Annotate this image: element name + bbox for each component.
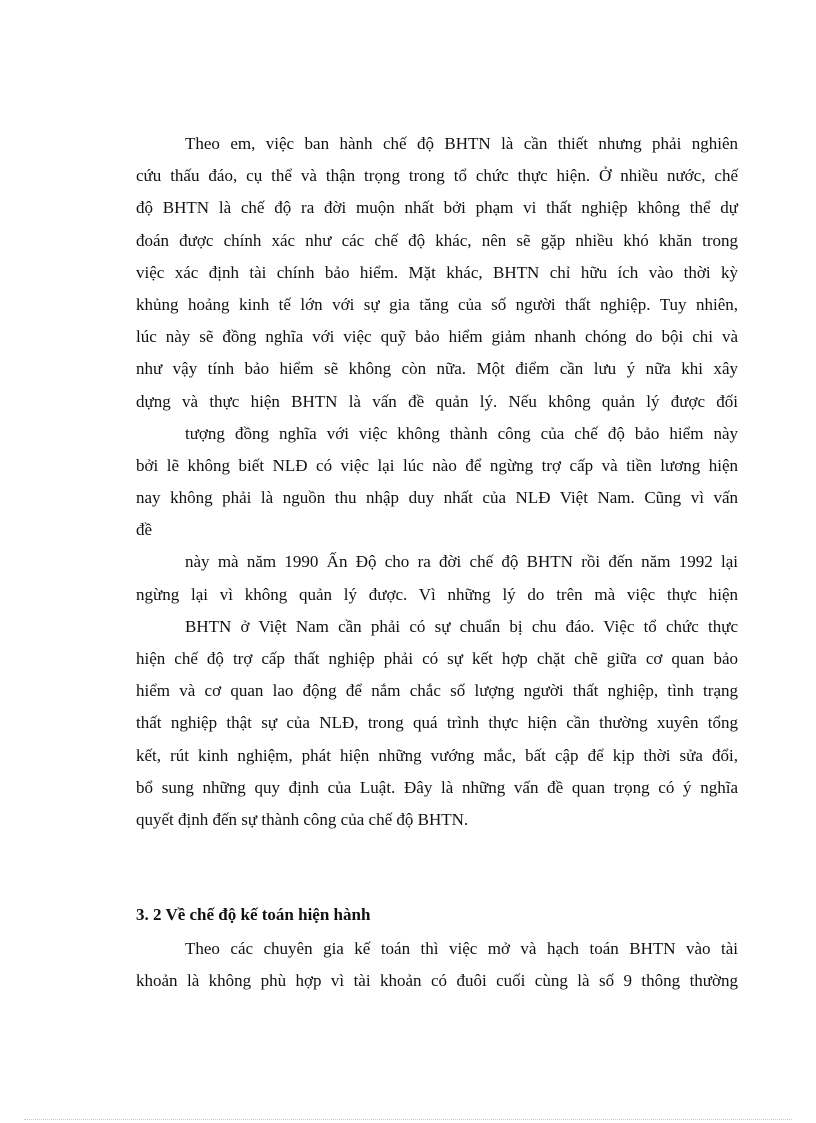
text-line: dựng và thực hiện BHTN là vấn đề quản lý. Nếu không quản lý được đối [136, 391, 738, 411]
text-line: bởi lẽ không biết NLĐ có việc lại lúc nào để ngừng trợ cấp và tiền lương hiện [136, 455, 738, 475]
text-line: hiểm và cơ quan lao động để nắm chắc số lượng người thất nghiệp, tình trạng [136, 681, 738, 701]
page-bottom-divider [24, 1119, 792, 1120]
text-line: hiện chế độ trợ cấp thất nghiệp phải có sự kết hợp chặt chẽ giữa cơ quan bảo [136, 649, 738, 668]
body-text [136, 128, 738, 836]
text-line: tượng đồng nghĩa với việc không thành công của chế độ bảo hiểm này [185, 423, 738, 443]
text-line: nay không phải là nguồn thu nhập duy nhất của NLĐ Việt Nam. Cũng vì vấn [136, 488, 738, 508]
text-line: Theo em, việc ban hành chế độ BHTN là cần thiết nhưng phải nghiên [185, 134, 738, 153]
text-line: Theo các chuyên gia kế toán thì việc mở và hạch toán BHTN vào tài [185, 939, 738, 958]
text-line: đoán được chính xác như các chế độ khác, nên sẽ gặp nhiều khó khăn trong [136, 230, 738, 250]
body-text-section [136, 933, 738, 997]
text-line: đề [136, 520, 153, 540]
text-line: độ BHTN là chế độ ra đời muộn nhất bởi phạm vi thất nghiệp không thể dự [136, 198, 738, 218]
text-line: ngừng lại vì không quản lý được. Vì những lý do trên mà việc thực hiện [136, 584, 738, 604]
text-line: khủng hoảng kinh tế lớn với sự gia tăng của số người thất nghiệp. Tuy nhiên, [136, 294, 738, 314]
text-line: như vậy tính bảo hiểm sẽ không còn nữa. Một điểm cần lưu ý nữa khi xây [136, 359, 738, 379]
section-heading: 3. 2 Về chế độ kế toán hiện hành [136, 905, 371, 924]
text-line: quyết định đến sự thành công của chế độ BHTN. [136, 809, 469, 829]
text-line: thất nghiệp thật sự của NLĐ, trong quá trình thực hiện cần thường xuyên tổng [136, 713, 738, 733]
text-line: việc xác định tài chính bảo hiểm. Mặt khác, BHTN chỉ hữu ích vào thời kỳ [136, 262, 738, 282]
text-line: lúc này sẽ đồng nghĩa với việc quỹ bảo hiểm giảm nhanh chóng do bội chi và [136, 327, 738, 347]
text-line: này mà năm 1990 Ấn Độ cho ra đời chế độ BHTN rồi đến năm 1992 lại [185, 552, 738, 572]
text-line: BHTN ở Việt Nam cần phải có sự chuẩn bị chu đáo. Việc tổ chức thực [185, 616, 738, 636]
text-line: kết, rút kinh nghiệm, phát hiện những vướng mắc, bất cập để kịp thời sửa đổi, [136, 745, 738, 765]
text-line: cứu thấu đáo, cụ thể và thận trọng trong tổ chức thực hiện. Ở nhiều nước, chế [136, 166, 738, 186]
text-line: khoản là không phù hợp vì tài khoản có đuôi cuối cùng là số 9 thông thường [136, 971, 738, 991]
text-line: bổ sung những quy định của Luật. Đây là những vấn đề quan trọng có ý nghĩa [136, 777, 738, 797]
